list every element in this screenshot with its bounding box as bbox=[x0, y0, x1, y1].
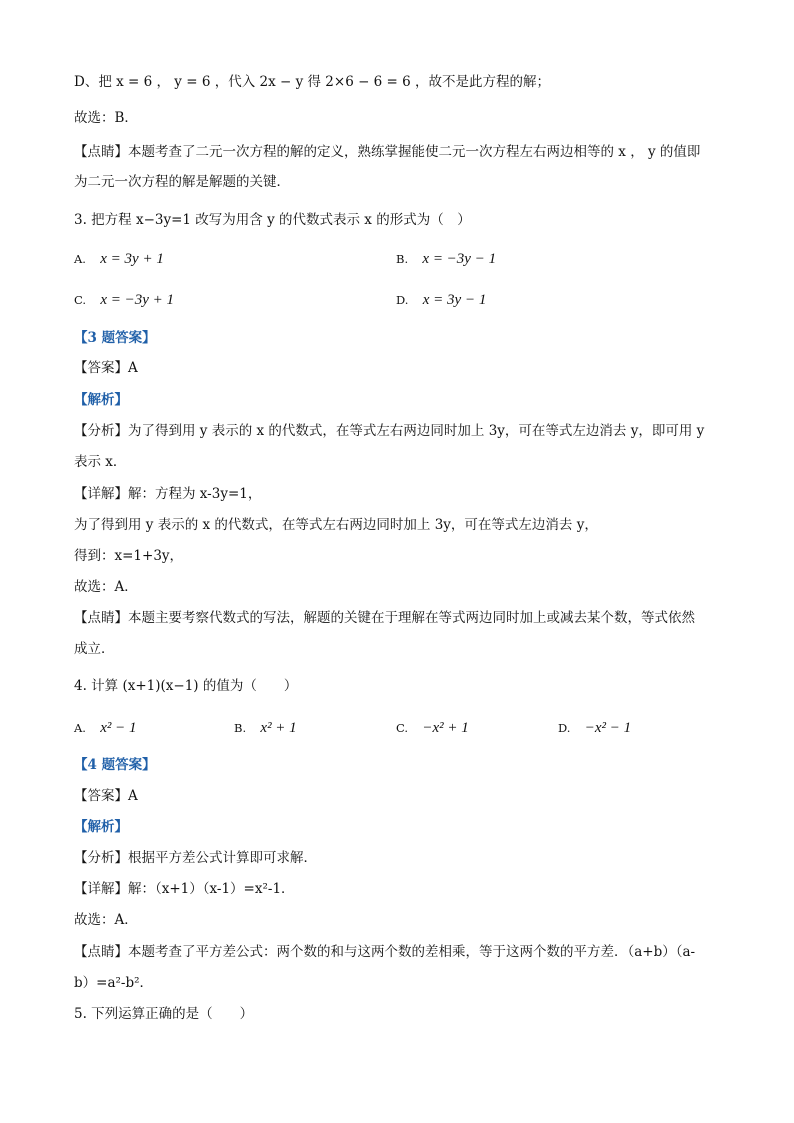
q4-comment-line-b: b）=a²-b²． bbox=[74, 975, 154, 991]
q4-answer: 【答案】A bbox=[74, 788, 138, 804]
d-option-line: D、把 x = 6 ， y = 6 ，代入 2x − y 得 2×6 − 6 = 6 ，故不是此方程的解； bbox=[74, 74, 551, 90]
q3-option-b-label: B. bbox=[396, 252, 409, 266]
q4-comment-line-a: 【点睛】本题考查了平方差公式：两个数的和与这两个数的差相乘，等于这两个数的平方差．（a+b）（a- bbox=[74, 944, 696, 960]
q4-option-b-label: B. bbox=[234, 721, 247, 735]
q4-option-c-expr: −x² + 1 bbox=[422, 720, 469, 736]
question-3: 3. 把方程 x−3y=1 改写为用含 y 的代数式表示 x 的形式为（ ） bbox=[74, 212, 471, 228]
q4-option-b-expr: x² + 1 bbox=[260, 720, 297, 736]
q3-choose: 故选：A． bbox=[74, 579, 138, 595]
q4-option-d-expr: −x² − 1 bbox=[584, 720, 632, 736]
q4-fenxi: 【分析】根据平方差公式计算即可求解． bbox=[74, 850, 317, 866]
q4-option-b bbox=[234, 718, 297, 738]
q4-xiangjie: 【详解】解：（x+1）（x-1）=x²-1． bbox=[74, 881, 295, 897]
q3-step-1: 为了得到用 y 表示的 x 的代数式，在等式左右两边同时加上 3y，可在等式左边消去 y， bbox=[74, 517, 598, 533]
q3-option-b bbox=[396, 249, 496, 269]
q3-option-b-expr: x = −3y − 1 bbox=[422, 251, 497, 267]
q4-answer-heading: 【4 题答案】 bbox=[74, 757, 156, 773]
q4-choose: 故选：A． bbox=[74, 912, 138, 928]
question-5: 5. 下列运算正确的是（ ） bbox=[74, 1006, 254, 1022]
q3-option-d bbox=[396, 290, 486, 310]
q4-option-c-label: C. bbox=[396, 721, 409, 735]
q3-option-a-label: A. bbox=[74, 252, 86, 266]
q3-option-d-label: D. bbox=[396, 293, 409, 307]
q3-analysis-heading: 【解析】 bbox=[74, 392, 128, 408]
q3-xiangjie: 【详解】解：方程为 x-3y=1， bbox=[74, 486, 262, 502]
q3-option-a bbox=[74, 249, 164, 269]
q3-option-c bbox=[74, 290, 174, 310]
q4-option-c bbox=[396, 718, 469, 738]
q4-option-a bbox=[74, 718, 137, 738]
q4-option-a-label: A. bbox=[74, 721, 86, 735]
question-4: 4. 计算 (x+1)(x−1) 的值为（ ） bbox=[74, 678, 298, 694]
q4-option-a-expr: x² − 1 bbox=[100, 720, 137, 736]
comment1-line-a: 【点睛】本题考查了二元一次方程的解的定义，熟练掌握能使二元一次方程左右两边相等的 x ， y 的值即 bbox=[74, 144, 701, 160]
q3-option-c-expr: x = −3y + 1 bbox=[100, 292, 175, 308]
q3-comment-line-a: 【点睛】本题主要考察代数式的写法，解题的关键在于理解在等式两边同时加上或减去某个数，等式依然 bbox=[74, 610, 695, 626]
q4-option-d-label: D. bbox=[558, 721, 571, 735]
comment1-line-b: 为二元一次方程的解是解题的关键． bbox=[74, 174, 290, 190]
q3-option-d-expr: x = 3y − 1 bbox=[422, 292, 487, 308]
q4-analysis-heading: 【解析】 bbox=[74, 819, 128, 835]
q3-answer: 【答案】A bbox=[74, 360, 138, 376]
q3-comment-line-b: 成立． bbox=[74, 641, 115, 657]
q3-option-a-expr: x = 3y + 1 bbox=[100, 251, 164, 267]
choose-b-line: 故选：B． bbox=[74, 110, 138, 126]
q3-fenxi-line-b: 表示 x． bbox=[74, 454, 127, 470]
q3-option-c-label: C. bbox=[74, 293, 87, 307]
q4-option-d bbox=[558, 718, 631, 738]
q3-answer-heading: 【3 题答案】 bbox=[74, 330, 156, 346]
q3-fenxi-line-a: 【分析】为了得到用 y 表示的 x 的代数式，在等式左右两边同时加上 3y，可在等式左边消去 y，即可用 y bbox=[74, 423, 705, 439]
q3-step-2: 得到：x=1+3y， bbox=[74, 548, 184, 564]
